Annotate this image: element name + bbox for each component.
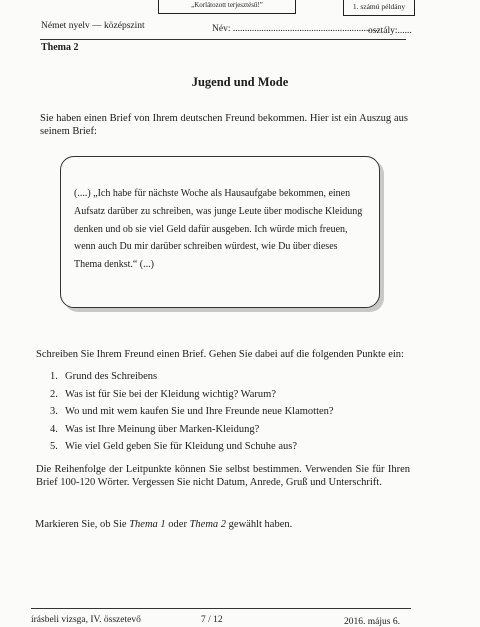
page-title: Jugend und Mode <box>191 75 289 89</box>
thema-label: Thema 2 <box>41 42 79 53</box>
letter-excerpt-text: (....) „Ich habe für nächste Woche als Hausaufgabe bekommen, einen Aufsatz darüber zu schreiben, was junge Leute über modische Kleidung denken und ob sie viel Geld dafür ausgeben. Ich würde mich freuen, wenn auch Du mir darüber schreiben würdest, wie Du über dieses Thema denkst.“ (...) <box>74 188 363 271</box>
footer-date: 2016. május 6. <box>344 617 400 627</box>
list-item: 4. Was ist Ihre Meinung über Marken-Kleidung? <box>50 423 260 435</box>
header-divider <box>40 39 406 40</box>
task-instruction: Schreiben Sie Ihrem Freund einen Brief. Gehen Sie dabei auf die folgenden Punkte ein: <box>36 349 404 360</box>
footer-page-number: 7 / 12 <box>201 615 223 625</box>
name-field: Név: .............................................................. <box>212 24 381 34</box>
list-item: 1. Grund des Schreibens <box>50 371 158 382</box>
restricted-distribution-stamp: „Korlátozott terjesztésű!” <box>158 0 296 14</box>
footer-exam-part: írásbeli vizsga, IV. összetevő <box>31 615 141 625</box>
list-item: 2. Was ist für Sie bei der Kleidung wichtig? Warum? <box>50 388 276 400</box>
mark-note: Markieren Sie, ob Sie Thema 1 oder Thema 2 gewählt haben. <box>35 519 293 530</box>
list-item: 5. Wie viel Geld geben Sie für Kleidung und Schuhe aus? <box>50 441 297 453</box>
copy-number-stamp: 1. számú példány <box>343 0 415 16</box>
subject-level: Német nyelv — középszint <box>41 21 145 31</box>
class-field: osztály:...... <box>368 26 412 36</box>
order-note-paragraph: Die Reihenfolge der Leitpunkte können Sie selbst bestimmen. Verwenden Sie für Ihren Brief 100-120 Wörter. Vergessen Sie nicht Datum, Anrede, Gruß und Unterschrift. <box>36 464 410 488</box>
list-item: 3. Wo und mit wem kaufen Sie und Ihre Freunde neue Klamotten? <box>50 406 334 418</box>
intro-paragraph: Sie haben einen Brief von Ihrem deutschen Freund bekommen. Hier ist ein Auszug aus seinem Brief: <box>40 113 408 137</box>
footer-divider <box>31 608 411 609</box>
guiding-points-list <box>50 368 410 456</box>
